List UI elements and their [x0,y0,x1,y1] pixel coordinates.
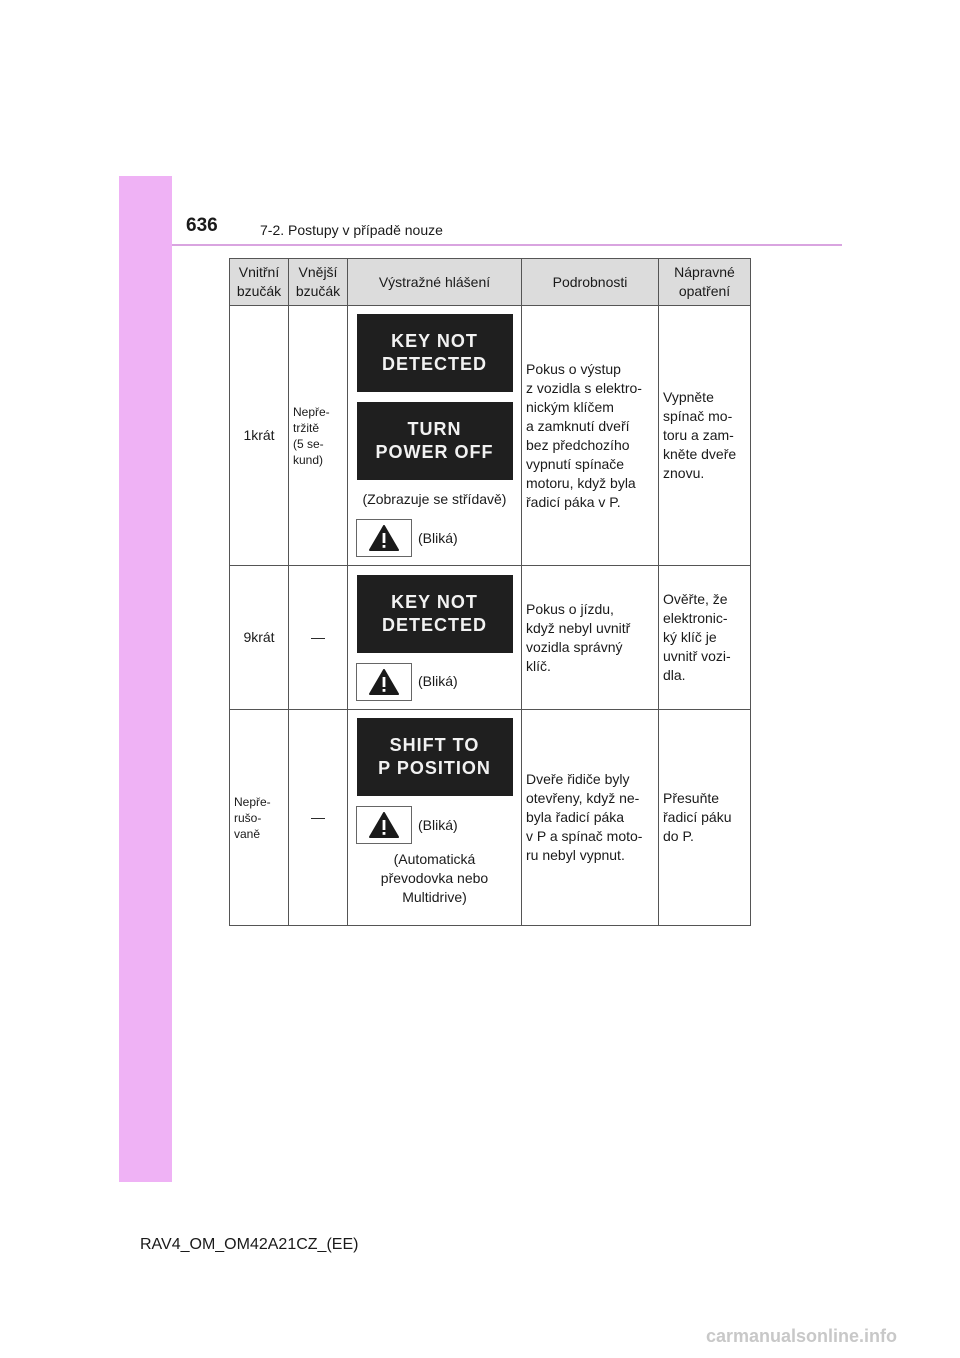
inner-buzzer-cell: Nepře- rušo- vaně [230,710,289,926]
warning-table [229,258,751,926]
chapter-title: 7-2. Postupy v případě nouze [260,222,443,238]
lcd-line: DETECTED [381,614,487,635]
warning-triangle-icon [356,663,412,701]
alternating-note: (Zobrazuje se střídavě) [362,491,507,507]
warning-indicator [352,806,517,844]
table-row [230,566,751,710]
col-header-inner-buzzer: Vnitřní bzučák [230,259,289,306]
warning-message-cell [348,306,522,566]
details-cell: Pokus o jízdu, když nebyl uvnitř vozidla správný klíč. [522,566,659,710]
blink-label: (Bliká) [418,673,458,689]
col-header-outer-buzzer: Vnější bzučák [289,259,348,306]
lcd-line: POWER OFF [375,442,494,462]
side-tab-band [119,176,172,1182]
lcd-message-turn-power-off [357,402,513,480]
lcd-line: KEY NOT [391,331,478,351]
transmission-note: (Automatická převodovka nebo Multidrive) [380,851,489,905]
warning-indicator [352,663,517,701]
col-header-action: Nápravné opatření [659,259,751,306]
warning-indicator [352,519,517,557]
action-cell: Ověřte, že elektronic- ký klíč je uvnitř vozi- dla. [659,566,751,710]
details-cell: Dveře řidiče byly otevřeny, když ne- byla řadicí páka v P a spínač moto- ru nebyl vypnut. [522,710,659,926]
table-row [230,306,751,566]
lcd-line: P POSITION [378,758,491,778]
document-code: RAV4_OM_OM42A21CZ_(EE) [140,1236,359,1253]
blink-label: (Bliká) [418,529,458,546]
warning-message-cell [348,710,522,926]
lcd-message-shift-to-p [357,718,513,796]
lcd-line: TURN [407,419,462,439]
warning-message-cell [348,566,522,710]
header-divider [172,244,842,246]
col-header-details: Podrobnosti [522,259,659,306]
warning-triangle-icon [356,519,412,557]
page-number: 636 [186,215,218,236]
action-cell: Přesuňte řadicí páku do P. [659,710,751,926]
action-cell: Vypněte spínač mo- toru a zam- kněte dveře znovu. [659,306,751,566]
lcd-line: DETECTED [381,354,487,374]
outer-buzzer-cell: Nepře- tržitě (5 se- kund) [289,306,348,566]
lcd-line: KEY NOT [391,591,478,612]
table-row [230,710,751,926]
outer-buzzer-cell: — [289,710,348,926]
watermark: carmanualsonline.info [706,1326,898,1346]
lcd-message-key-not-detected [357,575,513,653]
lcd-message-key-not-detected [357,314,513,392]
inner-buzzer-cell: 1krát [230,306,289,566]
col-header-warning-message: Výstražné hlášení [348,259,522,306]
lcd-line: SHIFT TO [389,735,480,755]
details-cell: Pokus o výstup z vozidla s elektro- nickým klíčem a zamknutí dveří bez předchozího vypnutí spínače motoru, když byla řadicí páka v P. [522,306,659,566]
outer-buzzer-cell: — [289,566,348,710]
table-header-row [230,259,751,306]
blink-label: (Bliká) [418,816,458,833]
inner-buzzer-cell: 9krát [230,566,289,710]
warning-triangle-icon [356,806,412,844]
